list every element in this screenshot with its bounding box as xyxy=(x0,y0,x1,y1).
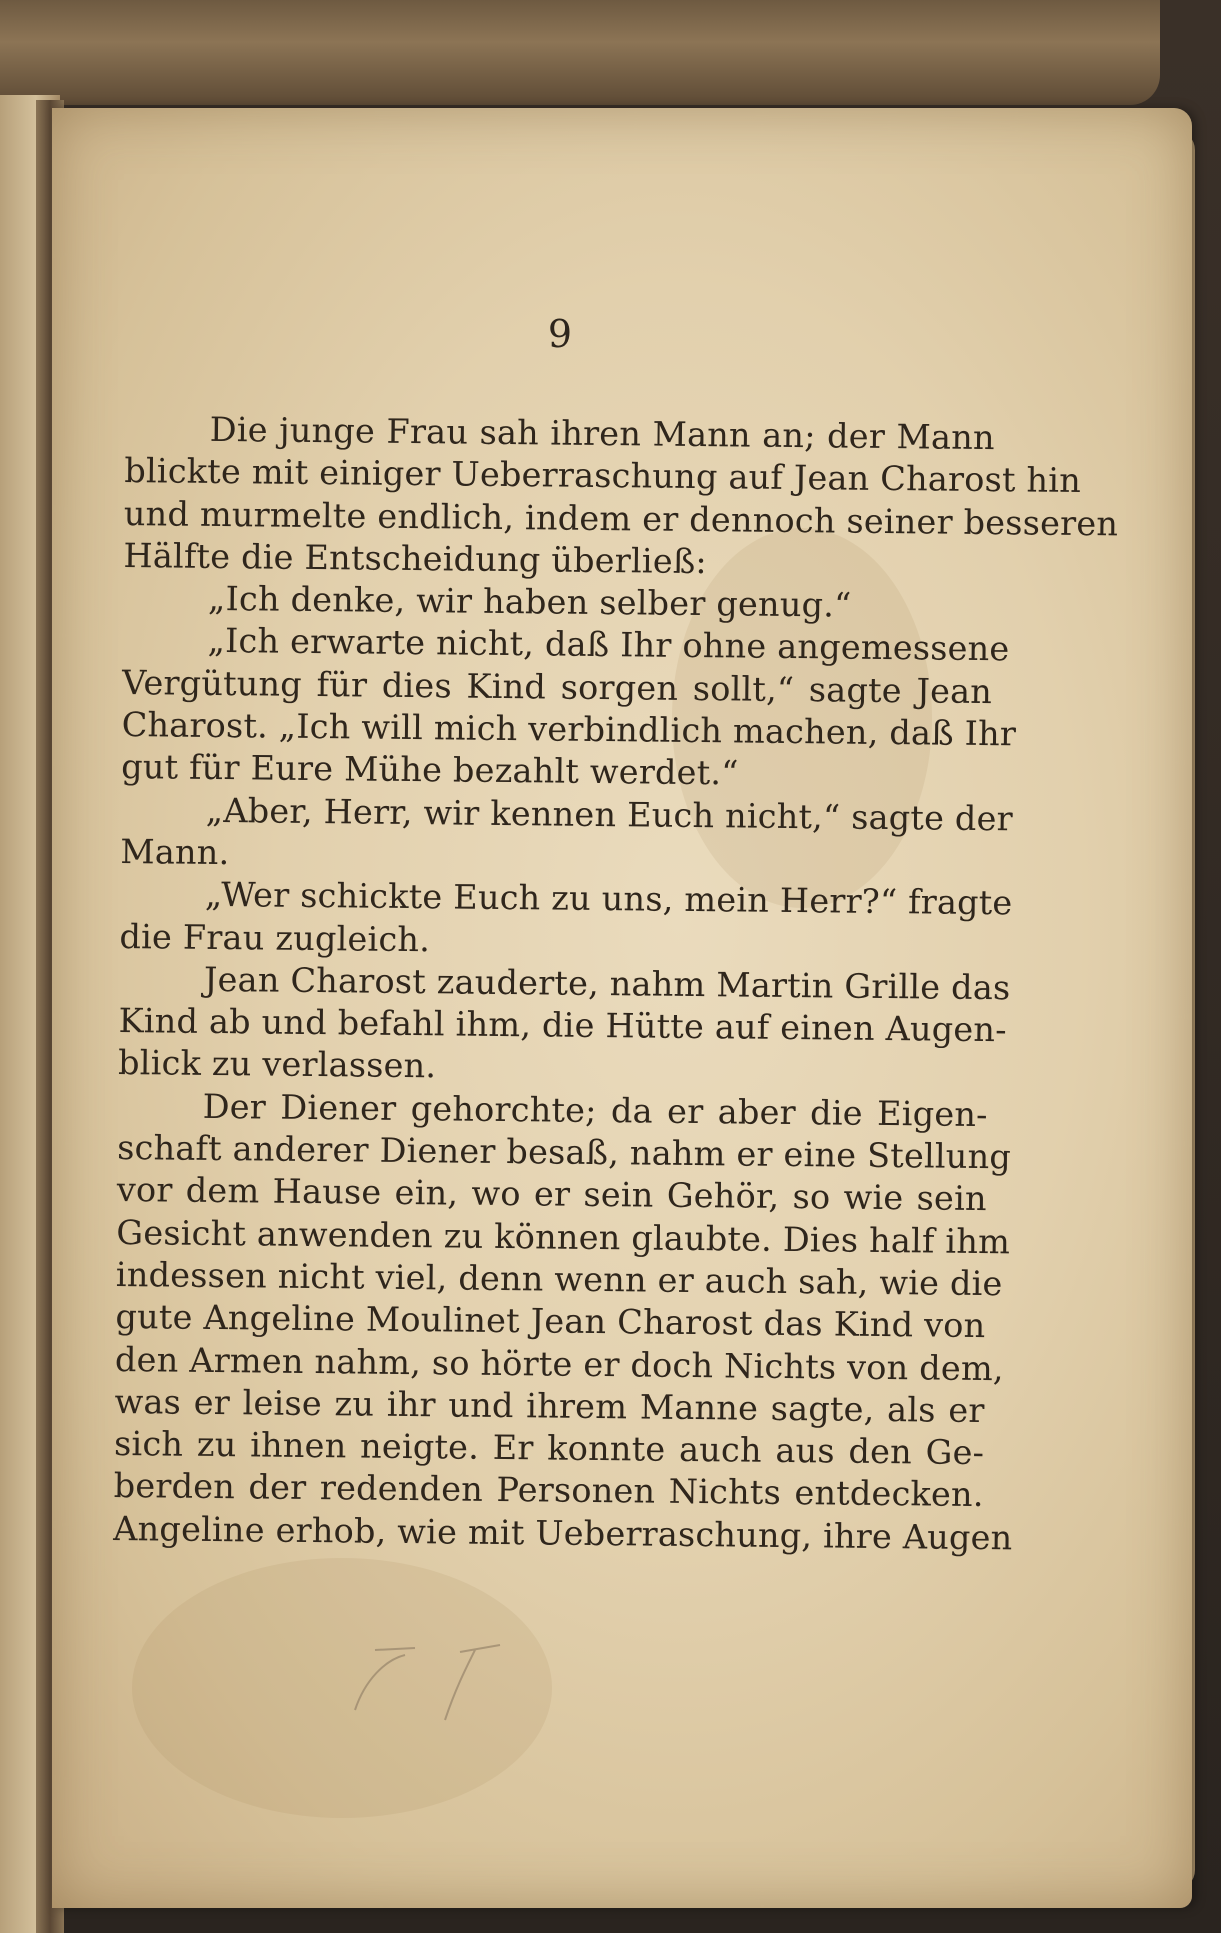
text-line: Angeline erhob, wie mit Ueberraschung, ihre Augen xyxy=(113,1508,1013,1558)
text-line: und murmelte endlich, indem er dennoch seiner besseren xyxy=(123,493,1119,543)
text-line: vor dem Hause ein, wo er sein Gehör, so wie sein xyxy=(116,1170,987,1219)
book-cover-edge xyxy=(0,0,1160,105)
text-line: Hälfte die Entscheidung überließ: xyxy=(123,535,708,581)
text-line: indessen nicht viel, denn wenn er auch sah, wie die xyxy=(115,1254,1003,1304)
text-line: „Aber, Herr, wir kennen Euch nicht,“ sagte der xyxy=(205,790,1014,838)
text-line: Der Diener gehorchte; da er aber die Eigen- xyxy=(202,1086,988,1134)
text-line: „Ich denke, wir haben selber genug.“ xyxy=(207,579,852,625)
text-line: „Ich erwarte nicht, daß Ihr ohne angemessene xyxy=(207,621,1010,669)
text-line: die Frau zugleich. xyxy=(119,916,431,959)
text-line: berden der redenden Personen Nichts entdecken. xyxy=(113,1466,984,1515)
text-line: blick zu verlassen. xyxy=(117,1043,437,1086)
text-line: gute Angeline Moulinet Jean Charost das Kind von xyxy=(115,1297,986,1346)
text-line: Kind ab und befahl ihm, die Hütte auf einen Augen- xyxy=(118,1001,1007,1050)
body-text xyxy=(113,408,1119,1559)
text-line: Gesicht anwenden zu können glaubte. Dies half ihm xyxy=(116,1212,1011,1261)
text-line: Mann. xyxy=(120,831,230,873)
text-line: Die junge Frau sah ihren Mann an; der Mann xyxy=(209,409,995,458)
text-line: Jean Charost zauderte, nahm Martin Grille das xyxy=(203,959,1011,1008)
text-line: gut für Eure Mühe bezahlt werdet.“ xyxy=(121,747,739,793)
text-line: blickte mit einiger Ueberraschung auf Jean Charost hin xyxy=(124,451,1082,501)
text-line: „Wer schickte Euch zu uns, mein Herr?“ fragte xyxy=(204,875,1013,923)
text-line: den Armen nahm, so hörte er doch Nichts von dem, xyxy=(114,1339,1004,1388)
text-line: was er leise zu ihr und ihrem Manne sagte, als er xyxy=(114,1381,985,1430)
text-line: Charost. „Ich will mich verbindlich machen, daß Ihr xyxy=(121,705,1017,754)
pencil-marks xyxy=(345,1630,505,1730)
text-line: sich zu ihnen neigte. Er konnte auch aus den Ge- xyxy=(113,1424,985,1473)
page-number: 9 xyxy=(547,312,573,356)
text-line: Vergütung für dies Kind sorgen sollt,“ sagte Jean xyxy=(121,662,993,711)
text-line: schaft anderer Diener besaß, nahm er eine Stellung xyxy=(117,1128,1012,1177)
